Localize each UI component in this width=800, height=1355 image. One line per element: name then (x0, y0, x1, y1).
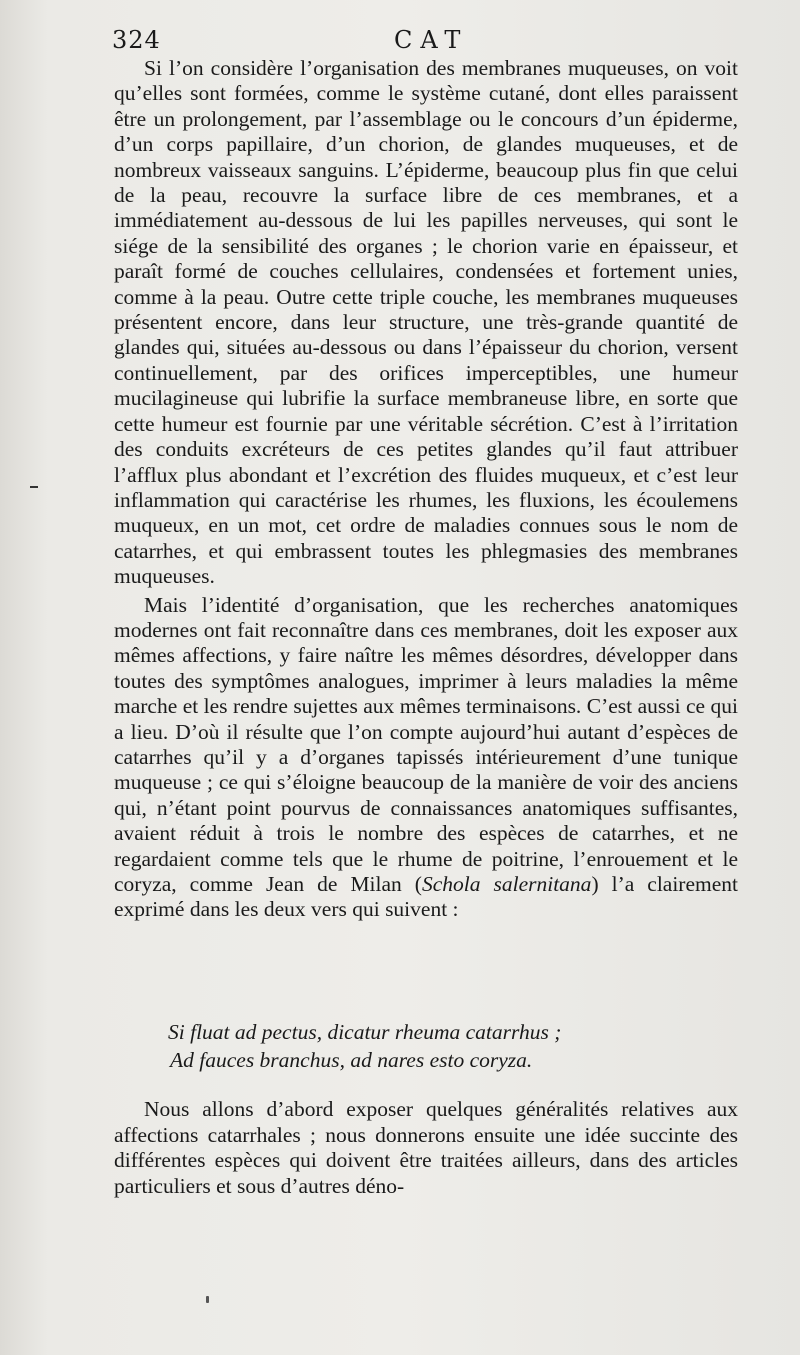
page-number: 324 (112, 26, 161, 54)
paper-speck (206, 1296, 209, 1303)
verse-line-1: Si fluat ad pectus, dicatur rheuma catarrhus ; (168, 1020, 562, 1044)
paragraph-1: Si l’on considère l’organisation des membranes muqueuses, on voit qu’elles sont formées, comme le système cutané, dont elles paraissent être un prolongement, par l’assemblage ou le concours d’un épiderme, d’un corps papillaire, d’un chorion, de glandes muqueuses, et de nombreux vaisseaux sanguins. L’épiderme, beaucoup plus fin que celui de la peau, recouvre la surface libre de ces membranes, et a immédiatement au-dessous de lui les papilles nerveuses, qui sont le siége de la sensibilité des organes ; le chorion varie en épaisseur, et paraît formé de couches cellulaires, condensées et fortement unies, comme à la peau. Outre cette triple couche, les membranes muqueuses présentent encore, dans leur structure, une très-grande quantité de glandes qui, situées au-dessous ou dans l’épaisseur du chorion, versent continuellement, par des orifices imperceptibles, une humeur mucilagineuse qui lubrifie la surface membraneuse libre, en sorte que cette humeur est fournie par une véritable sécrétion. C’est à l’irritation des conduits excréteurs de ces petites glandes qu’il faut attribuer l’afflux plus abondant et l’excrétion des fluides muqueux, et c’est leur inflammation qui caractérise les rhumes, les fluxions, les écoulemens muqueux, en un mot, cet ordre de maladies connues sous le nom de catarrhes, et qui embrassent toutes les phlegmasies des membranes muqueuses. (114, 56, 738, 589)
body-text (114, 56, 738, 923)
verse-line-2: Ad fauces branchus, ad nares esto coryza. (170, 1048, 533, 1072)
paragraph-3: Nous allons d’abord exposer quelques généralités relatives aux affections catarrhales ; nous donnerons ensuite une idée succinte des différentes espèces qui doivent être traitées ailleurs, dans des articles particuliers et sous d’autres déno- (114, 1097, 738, 1198)
page-header (112, 26, 752, 56)
paragraph-2-text-after: ) l’a clairement exprimé dans les deux vers qui suivent : (114, 872, 738, 922)
body-text-continued (114, 1097, 738, 1199)
margin-mark (30, 486, 38, 488)
paragraph-2 (114, 593, 738, 923)
latin-verse (168, 1018, 728, 1074)
paragraph-2-text-before: Mais l’identité d’organisation, que les recherches anatomiques modernes ont fait reconnaître dans ces membranes, doit les exposer aux mêmes affections, y faire naître les mêmes désordres, développer dans toutes des symptômes analogues, imprimer à leurs maladies la même marche et les rendre sujettes aux mêmes terminaisons. C’est aussi ce qui a lieu. D’où il résulte que l’on compte aujourd’hui autant d’espèces de catarrhes qu’il y a d’organes tapissés intérieurement d’une tunique muqueuse ; ce qui s’éloigne beaucoup de la manière de voir des anciens qui, n’étant point pourvus de connaissances anatomiques suffisantes, avaient réduit à trois le nombre des espèces de catarrhes, et ne regardaient comme tels que le rhume de poitrine, l’enrouement et le coryza, comme Jean de Milan ( (114, 592, 738, 896)
paragraph-2-italic-title: Schola salernitana (421, 872, 592, 896)
running-head: CAT (394, 26, 469, 54)
